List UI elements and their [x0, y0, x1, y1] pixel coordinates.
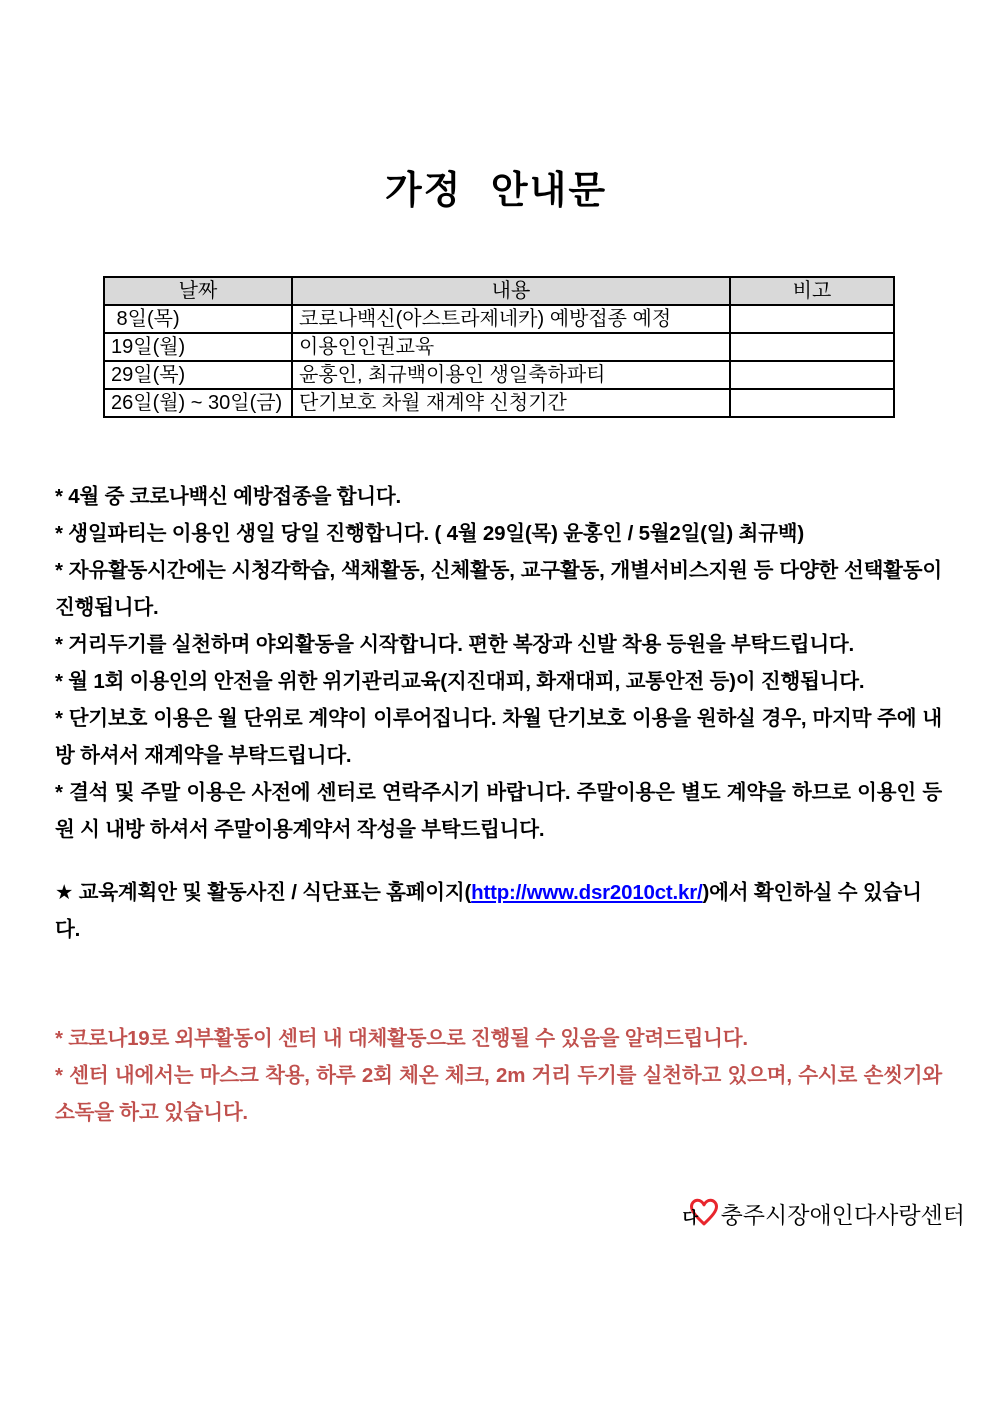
cell-note: [730, 389, 894, 417]
notice-paragraph: * 거리두기를 실천하며 야외활동을 시작합니다. 편한 복장과 신발 착용 등원을 부탁드립니다.: [55, 633, 855, 656]
covid-notice-paragraph: * 센터 내에서는 마스크 착용, 하루 2회 체온 체크, 2m 거리 두기를 실천하고 있으며, 수시로 손씻기와 소독을 하고 있습니다.: [55, 1064, 942, 1124]
notice-paragraph: * 월 1회 이용인의 안전을 위한 위기관리교육(지진대피, 화재대피, 교통안전 등)이 진행됩니다.: [55, 670, 865, 693]
homepage-note-line: [55, 874, 942, 948]
table-row: [104, 361, 894, 389]
logo-da-character: 다: [682, 1210, 699, 1227]
star-icon: ★: [55, 881, 74, 904]
notice-paragraph: * 단기보호 이용은 월 단위로 계약이 이루어집니다. 차월 단기보호 이용을 원하실 경우, 마지막 주에 내방 하셔서 재계약을 부탁드립니다.: [55, 707, 942, 767]
covid-notice-paragraph: * 코로나19로 외부활동이 센터 내 대체활동으로 진행될 수 있음을 알려드립니다.: [55, 1027, 748, 1050]
homepage-note-suffix: )에서 확인하실 수 있습니다.: [55, 881, 922, 941]
notice-paragraph: * 생일파티는 이용인 생일 당일 진행합니다. ( 4월 29일(목) 윤홍인 / 5월2일(일) 최규백): [55, 522, 804, 545]
cell-content: 이용인인권교육: [292, 333, 730, 361]
schedule-table: [103, 276, 895, 418]
notes-section: [55, 478, 942, 848]
notice-paragraph: * 자유활동시간에는 시청각학습, 색채활동, 신체활동, 교구활동, 개별서비스지원 등 다양한 선택활동이 진행됩니다.: [55, 559, 942, 619]
cell-note: [730, 333, 894, 361]
homepage-link[interactable]: http://www.dsr2010ct.kr/: [471, 881, 703, 904]
cell-content: 코로나백신(아스트라제네카) 예방접종 예정: [292, 305, 730, 333]
page-title: 가정 안내문: [384, 170, 608, 212]
table-row: [104, 333, 894, 361]
covid-notes-section: [55, 1020, 942, 1131]
cell-content: 윤홍인, 최규백이용인 생일축하파티: [292, 361, 730, 389]
cell-date: 29일(목): [104, 361, 292, 389]
table-row: [104, 389, 894, 417]
cell-note: [730, 305, 894, 333]
org-name: 충주시장애인다사랑센터: [720, 1201, 965, 1228]
cell-note: [730, 361, 894, 389]
cell-date: 19일(월): [104, 333, 292, 361]
table-row: [104, 305, 894, 333]
footer-logo: [683, 1196, 965, 1230]
col-header-content: 내용: [292, 277, 730, 305]
col-header-date: 날짜: [104, 277, 292, 305]
schedule-table-header: [104, 277, 894, 305]
notice-paragraph: * 결석 및 주말 이용은 사전에 센터로 연락주시기 바랍니다. 주말이용은 별도 계약을 하므로 이용인 등원 시 내방 하셔서 주말이용계약서 작성을 부탁드립니다.: [55, 781, 942, 841]
header-row: [104, 277, 894, 305]
cell-date: 26일(월) ~ 30일(금): [104, 389, 292, 417]
cell-content: 단기보호 차월 재계약 신청기간: [292, 389, 730, 417]
homepage-note-prefix: 교육계획안 및 활동사진 / 식단표는 홈페이지(: [73, 881, 472, 904]
cell-date: 8일(목): [104, 305, 292, 333]
notice-paragraph: * 4월 중 코로나백신 예방접종을 합니다.: [55, 485, 401, 508]
schedule-table-body: [104, 305, 894, 417]
col-header-note: 비고: [730, 277, 894, 305]
dasarang-logo-icon: [683, 1196, 721, 1230]
